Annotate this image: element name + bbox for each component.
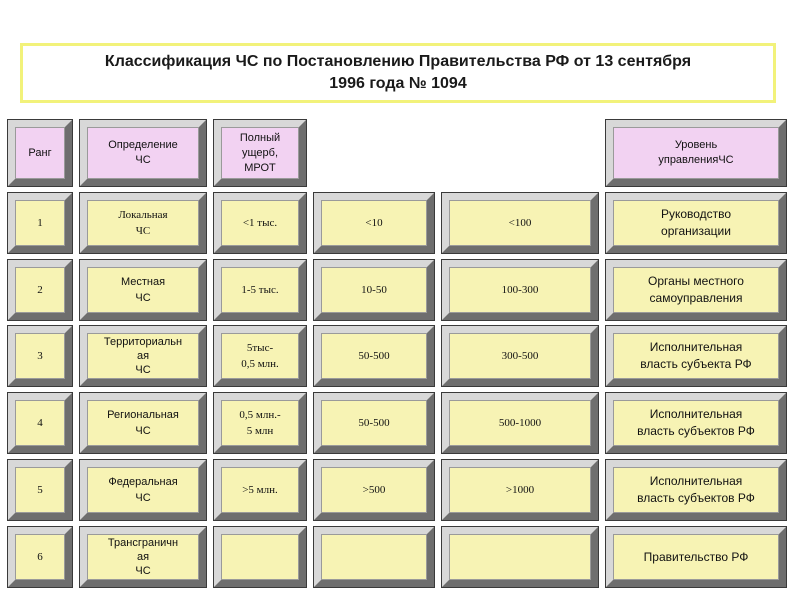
row-6-definition <box>80 527 206 587</box>
row-4-definition <box>80 393 206 453</box>
row-3-damage <box>214 326 306 386</box>
level-line: Правительство РФ <box>643 549 749 564</box>
definition-line: Локальная <box>118 209 168 221</box>
row-3-definition <box>80 326 206 386</box>
header-damage-line: МРОТ <box>244 161 276 174</box>
row-5-col4 <box>314 460 434 520</box>
row-4-level <box>606 393 786 453</box>
level-line: Руководство <box>660 207 732 221</box>
level-line: власть субъектов РФ <box>637 424 755 438</box>
title-box <box>20 43 776 103</box>
definition-line: ЧС <box>135 565 151 577</box>
header-level-line: управленияЧС <box>658 154 734 166</box>
col4-value: <10 <box>365 217 383 229</box>
header-definition-line: ЧС <box>135 154 151 166</box>
col4-value: 50-500 <box>358 417 390 429</box>
rank-value: 2 <box>37 284 43 296</box>
row-5-col5 <box>442 460 598 520</box>
definition-line: ЧС <box>135 364 151 376</box>
row-6-rank <box>8 527 72 587</box>
row-5-rank <box>8 460 72 520</box>
level-line: власть субъекта РФ <box>640 357 752 371</box>
col5-value: 100-300 <box>501 284 539 296</box>
header-damage-line: ущерб, <box>241 146 279 159</box>
rank-value: 1 <box>37 217 43 229</box>
header-definition-line: Определение <box>108 139 178 151</box>
row-6-col4 <box>314 527 434 587</box>
title-line-1: Классификация ЧС по Постановлению Правительства РФ от 13 сентября <box>104 53 692 70</box>
row-6-damage <box>214 527 306 587</box>
level-line: власть субъектов РФ <box>637 491 755 505</box>
definition-line: Региональная <box>107 409 179 421</box>
level-line: самоуправления <box>649 291 743 305</box>
definition-line: ЧС <box>135 225 151 237</box>
row-1-rank <box>8 193 72 253</box>
row-1-damage <box>214 193 306 253</box>
row-5-definition <box>80 460 206 520</box>
row-5-level <box>606 460 786 520</box>
definition-line: ЧС <box>135 492 151 504</box>
row-4-col4 <box>314 393 434 453</box>
header-definition <box>80 120 206 186</box>
row-3-col5 <box>442 326 598 386</box>
rank-value: 4 <box>37 417 43 429</box>
damage-line: 1-5 тыс. <box>241 284 279 296</box>
definition-line: ЧС <box>135 425 151 437</box>
header-level <box>606 120 786 186</box>
rank-value: 3 <box>37 350 43 362</box>
damage-line: 0,5 млн. <box>241 358 279 370</box>
header-rank <box>8 120 72 186</box>
level-line: Исполнительная <box>649 474 743 488</box>
row-4-damage <box>214 393 306 453</box>
header-damage <box>214 120 306 186</box>
definition-line: Территориальн <box>103 336 183 348</box>
col5-value: 300-500 <box>501 350 539 362</box>
col5-value: >1000 <box>505 484 535 496</box>
col4-value: >500 <box>362 484 386 496</box>
row-1-col4 <box>314 193 434 253</box>
row-2-col5 <box>442 260 598 320</box>
row-3-rank <box>8 326 72 386</box>
damage-line: 5тыс- <box>246 342 274 354</box>
row-1-col5 <box>442 193 598 253</box>
row-4-col5 <box>442 393 598 453</box>
row-4-rank <box>8 393 72 453</box>
row-6-level <box>606 527 786 587</box>
row-2-col4 <box>314 260 434 320</box>
row-5-damage <box>214 460 306 520</box>
definition-line: Трансграничн <box>107 537 179 549</box>
row-6-col5 <box>442 527 598 587</box>
col4-value: 50-500 <box>358 350 390 362</box>
level-line: Исполнительная <box>649 340 743 354</box>
row-3-col4 <box>314 326 434 386</box>
level-line: организации <box>661 224 731 238</box>
damage-line: >5 млн. <box>242 484 278 496</box>
definition-line: Федеральная <box>108 476 178 488</box>
definition-line: Местная <box>120 276 166 288</box>
header-damage-line: Полный <box>239 131 281 144</box>
level-line: Органы местного <box>648 274 744 288</box>
definition-line: ЧС <box>135 292 151 304</box>
row-3-level <box>606 326 786 386</box>
row-1-level <box>606 193 786 253</box>
definition-line: ая <box>136 350 150 362</box>
row-2-definition <box>80 260 206 320</box>
col5-value: 500-1000 <box>498 417 542 429</box>
damage-line: 0,5 млн.- <box>239 409 281 421</box>
col5-value: <100 <box>508 217 532 229</box>
rank-value: 6 <box>37 551 43 563</box>
title-line-2: 1996 года № 1094 <box>329 75 467 92</box>
header-level-line: Уровень <box>674 139 718 151</box>
rank-value: 5 <box>37 484 43 496</box>
definition-line: ая <box>136 551 150 563</box>
header-rank-text: Ранг <box>28 146 52 159</box>
col4-value: 10-50 <box>361 284 387 296</box>
level-line: Исполнительная <box>649 407 743 421</box>
row-1-definition <box>80 193 206 253</box>
damage-line: <1 тыс. <box>242 217 278 229</box>
row-2-damage <box>214 260 306 320</box>
damage-line: 5 млн <box>246 425 274 437</box>
row-2-rank <box>8 260 72 320</box>
row-2-level <box>606 260 786 320</box>
